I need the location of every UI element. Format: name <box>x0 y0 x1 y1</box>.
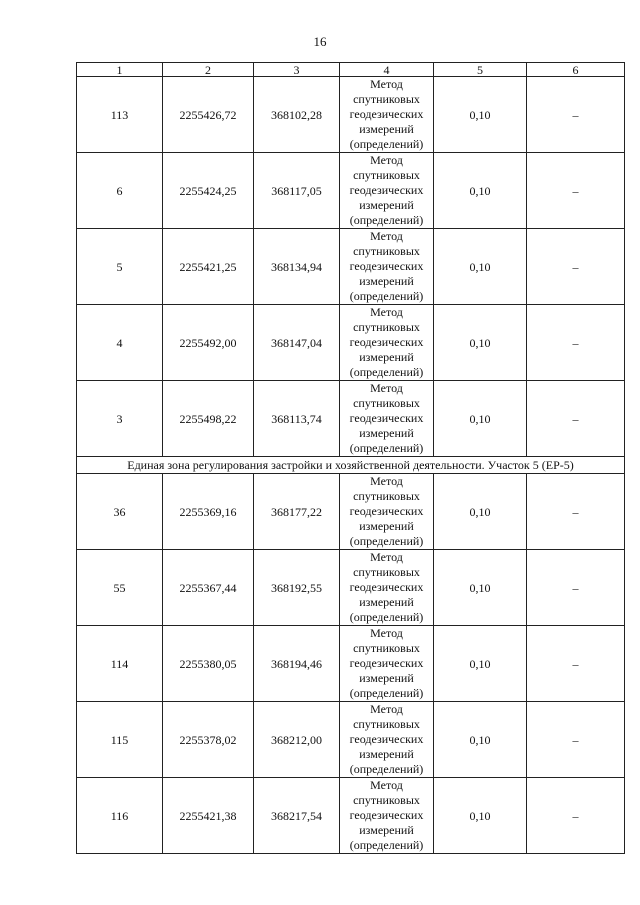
coordinate-y-cell: 368217,54 <box>254 778 340 854</box>
note-cell: – <box>527 153 625 229</box>
accuracy-cell: 0,10 <box>434 550 527 626</box>
accuracy-cell: 0,10 <box>434 778 527 854</box>
coordinate-y-cell: 368194,46 <box>254 626 340 702</box>
column-header: 3 <box>254 63 340 77</box>
method-cell: Метод спутниковых геодезических измерений (определений) <box>340 77 434 153</box>
column-header: 2 <box>163 63 254 77</box>
table-row <box>77 153 625 229</box>
note-cell: – <box>527 702 625 778</box>
coordinate-y-cell: 368177,22 <box>254 474 340 550</box>
coordinate-x-cell: 2255367,44 <box>163 550 254 626</box>
coordinate-x-cell: 2255426,72 <box>163 77 254 153</box>
coordinate-x-cell: 2255498,22 <box>163 381 254 457</box>
point-number-cell: 115 <box>77 702 163 778</box>
note-cell: – <box>527 77 625 153</box>
section-header-row <box>77 457 625 474</box>
method-cell: Метод спутниковых геодезических измерений (определений) <box>340 474 434 550</box>
coordinate-y-cell: 368113,74 <box>254 381 340 457</box>
note-cell: – <box>527 474 625 550</box>
coordinate-y-cell: 368192,55 <box>254 550 340 626</box>
column-header: 5 <box>434 63 527 77</box>
accuracy-cell: 0,10 <box>434 702 527 778</box>
table-row <box>77 474 625 550</box>
method-cell: Метод спутниковых геодезических измерений (определений) <box>340 550 434 626</box>
point-number-cell: 36 <box>77 474 163 550</box>
method-cell: Метод спутниковых геодезических измерений (определений) <box>340 702 434 778</box>
coordinate-x-cell: 2255369,16 <box>163 474 254 550</box>
note-cell: – <box>527 626 625 702</box>
coordinate-y-cell: 368212,00 <box>254 702 340 778</box>
point-number-cell: 4 <box>77 305 163 381</box>
point-number-cell: 113 <box>77 77 163 153</box>
table-row <box>77 626 625 702</box>
note-cell: – <box>527 778 625 854</box>
point-number-cell: 116 <box>77 778 163 854</box>
note-cell: – <box>527 305 625 381</box>
method-cell: Метод спутниковых геодезических измерений (определений) <box>340 229 434 305</box>
coordinate-x-cell: 2255424,25 <box>163 153 254 229</box>
coordinate-x-cell: 2255421,38 <box>163 778 254 854</box>
table-header-row <box>77 63 625 77</box>
section-title: Единая зона регулирования застройки и хозяйственной деятельности. Участок 5 (ЕР-5) <box>77 457 625 474</box>
coordinate-y-cell: 368147,04 <box>254 305 340 381</box>
table-row <box>77 305 625 381</box>
column-header: 4 <box>340 63 434 77</box>
coordinate-x-cell: 2255492,00 <box>163 305 254 381</box>
method-cell: Метод спутниковых геодезических измерений (определений) <box>340 305 434 381</box>
table-row <box>77 550 625 626</box>
method-cell: Метод спутниковых геодезических измерений (определений) <box>340 381 434 457</box>
coordinate-x-cell: 2255421,25 <box>163 229 254 305</box>
coordinates-table <box>76 62 625 854</box>
accuracy-cell: 0,10 <box>434 381 527 457</box>
point-number-cell: 6 <box>77 153 163 229</box>
accuracy-cell: 0,10 <box>434 153 527 229</box>
accuracy-cell: 0,10 <box>434 305 527 381</box>
accuracy-cell: 0,10 <box>434 626 527 702</box>
accuracy-cell: 0,10 <box>434 229 527 305</box>
accuracy-cell: 0,10 <box>434 474 527 550</box>
note-cell: – <box>527 381 625 457</box>
accuracy-cell: 0,10 <box>434 77 527 153</box>
method-cell: Метод спутниковых геодезических измерений (определений) <box>340 626 434 702</box>
point-number-cell: 114 <box>77 626 163 702</box>
note-cell: – <box>527 550 625 626</box>
point-number-cell: 5 <box>77 229 163 305</box>
point-number-cell: 55 <box>77 550 163 626</box>
table-row <box>77 778 625 854</box>
coordinate-x-cell: 2255380,05 <box>163 626 254 702</box>
table-row <box>77 229 625 305</box>
coordinate-x-cell: 2255378,02 <box>163 702 254 778</box>
note-cell: – <box>527 229 625 305</box>
coordinate-y-cell: 368117,05 <box>254 153 340 229</box>
coordinate-y-cell: 368102,28 <box>254 77 340 153</box>
point-number-cell: 3 <box>77 381 163 457</box>
method-cell: Метод спутниковых геодезических измерений (определений) <box>340 153 434 229</box>
column-header: 6 <box>527 63 625 77</box>
column-header: 1 <box>77 63 163 77</box>
page-number: 16 <box>313 34 327 49</box>
table-row <box>77 77 625 153</box>
table-row <box>77 381 625 457</box>
method-cell: Метод спутниковых геодезических измерений (определений) <box>340 778 434 854</box>
table-row <box>77 702 625 778</box>
coordinate-y-cell: 368134,94 <box>254 229 340 305</box>
